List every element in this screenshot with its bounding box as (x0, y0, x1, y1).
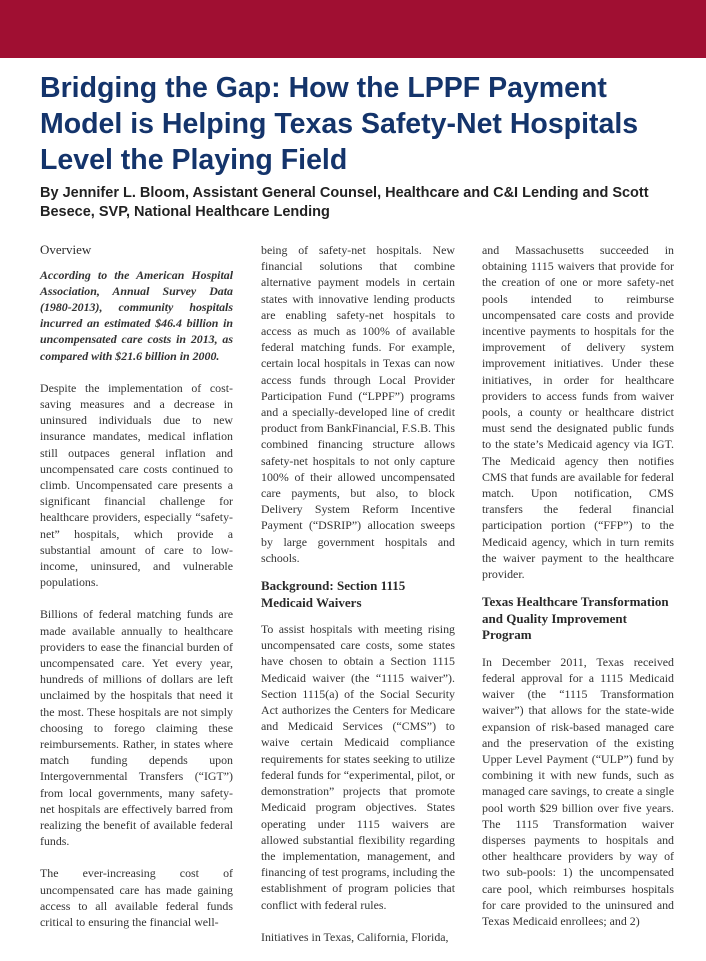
paragraph: To assist hospitals with meeting rising uncompensated care costs, some states have chosen to obtain a Section 1115 Medicaid waiver (the “1115 waiver”). Section 1115(a) of the Social Security Act authorizes the Centers for Medicare and Medicaid Services (“CMS”) to waive certain Medicaid compliance requirements for states seeking to utilize federal funds for “experimental, pilot, or demonstration” projects that promote Medicaid program objectives. States operating under 1115 waivers are allowed substantial flexibility regarding the implementation, management, and financing of test programs, including the establishment of program policies that conflict with federal rules. (261, 622, 455, 912)
paragraph: The ever-increasing cost of uncompensated care has made gaining access to all available federal funds critical to ensuring the financial well- (40, 866, 233, 930)
section-heading-background: Background: Section 1115 Medicaid Waivers (261, 578, 406, 610)
article-title: Bridging the Gap: How the LPPF Payment Model is Helping Texas Safety-Net Hospitals Level the Playing Field (40, 72, 639, 176)
column-1 (40, 242, 233, 946)
paragraph: Billions of federal matching funds are made available annually to healthcare providers to ease the financial burden of uncompensated care. Yet every year, hundreds of millions of dollars are left unclaimed by the hospitals that need it the most. These hospitals are not simply choosing to forego claiming these reimbursements. Rather, in states where match funding depends upon Intergovernmental Transfers (“IGT”) from local governments, many safety-net hospitals are effectively barred from realizing the benefit of available federal funds. (40, 607, 233, 849)
paragraph: In December 2011, Texas received federal approval for a 1115 Medicaid waiver (the “1115 Transformation waiver”) that allows for the state-wide expansion of risk-based managed care and the preservation of the existing Upper Level Payment (“ULP”) fund by combining it with new funds, such as managed care savings, to create a single pool worth $29 billion over five years. The 1115 Transformation waiver disperses payments to hospitals and other healthcare providers by way of two sub-pools: 1) the uncompensated care pool, which reimburses hospitals for care provided to the uninsured and Texas Medicaid enrollees; and 2) (482, 654, 674, 929)
paragraph: being of safety-net hospitals. New financial solutions that combine alternative payment models in certain states with innovative lending products are enabling safety-net hospitals to access as much as 100% of available federal matching funds. For example, certain local hospitals in Texas can now access funds through Local Provider Participation Fund (“LPPF”) programs and a specially-developed line of credit product from BankFinancial, F.S.B. This combined financing structure allows safety-net hospitals to not only capture 100% of their allowed uncompensated care payments, but also, to block Delivery System Reform Incentive Payment (“DSRIP”) allocation sweeps by large government hospitals and schools. (261, 243, 455, 565)
section-heading-texas-program: Texas Healthcare Transformation and Quality Improvement Program (482, 594, 669, 643)
paragraph: Despite the implementation of cost-saving measures and a decrease in uninsured individuals due to new insurance mandates, medical inflation still outpaces general inflation and uncompensated care costs continued to climb. Uncompensated care presents a significant financial challenge for healthcare providers, especially “safety-net” hospitals, which provide a substantial amount of care to low-income, uninsured, and vulnerable populations. (40, 380, 233, 590)
lead-paragraph: According to the American Hospital Association, Annual Survey Data (1980-2013), community hospitals incurred an estimated $46.4 billion in uncompensated care costs in 2013, as compared with $21.6 billion in 2000. (40, 267, 233, 363)
column-2 (261, 242, 455, 961)
section-heading-overview: Overview (40, 242, 92, 257)
paragraph: and Massachusetts succeeded in obtaining 1115 waivers that provide for the creation of one or more safety-net pools intended to reimburse uncompensated care costs and provide incentive payments to hospitals for the improvement of delivery system improvement initiatives. Under these initiatives, in order for healthcare providers to access funds from waiver pools, a county or healthcare district must send the designated public funds to the state’s Medicaid agency via IGT. The Medicaid agency then notifies CMS that funds are available for federal match. Upon notification, CMS transfers the federal financial participation portion (“FFP”) to the Medicaid agency, which in turn remits the waiver payment to the healthcare provider. (482, 243, 674, 582)
header-color-bar (0, 0, 706, 58)
column-3 (482, 242, 674, 945)
article-byline: By Jennifer L. Bloom, Assistant General Counsel, Healthcare and C&I Lending and Scott Besece, SVP, National Healthcare Lending (40, 185, 649, 220)
paragraph: Initiatives in Texas, California, Florida, (261, 929, 449, 944)
